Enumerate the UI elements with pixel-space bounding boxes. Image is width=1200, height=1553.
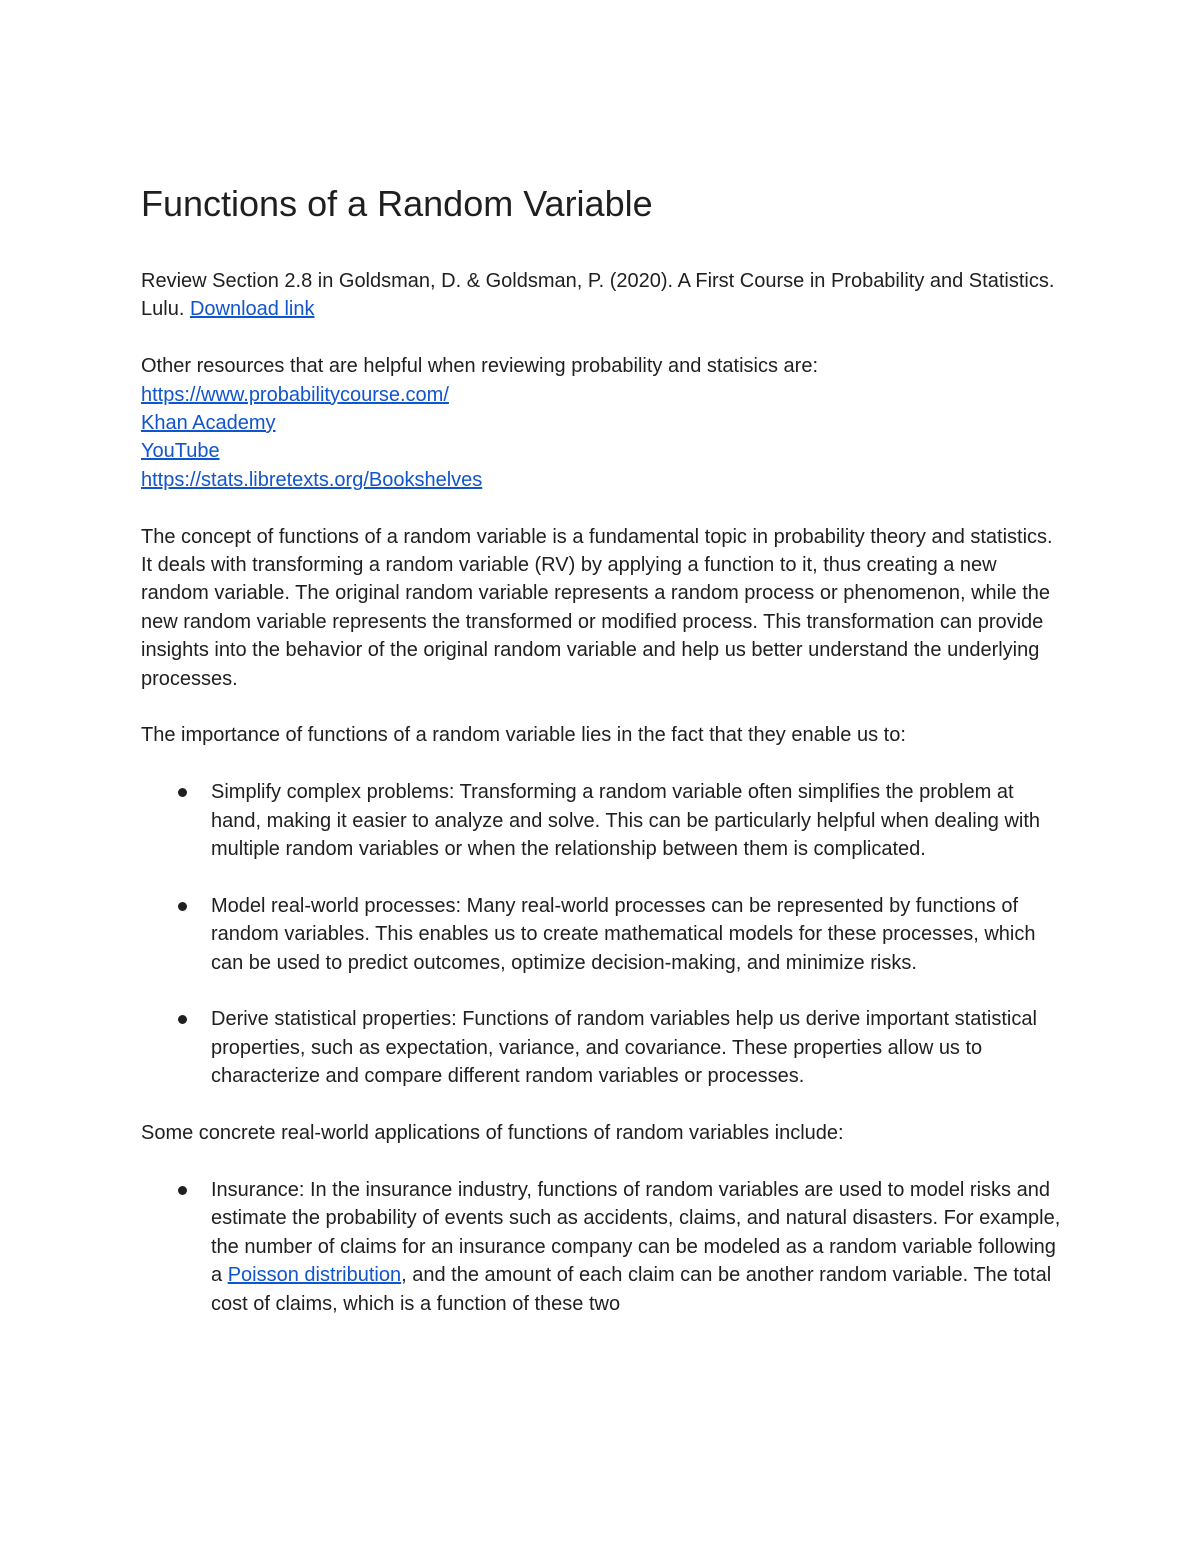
resource-link-khan-academy — [141, 409, 1066, 437]
list-item — [211, 892, 1066, 977]
document-page — [141, 182, 1066, 1318]
resource-link-libretexts — [141, 466, 1066, 494]
applications-list — [141, 1176, 1066, 1318]
review-paragraph — [141, 267, 1066, 324]
review-text: Review Section 2.8 in Goldsman, D. & Goldsman, P. (2020). A First Course in Probability and Statistics. Lulu. — [141, 270, 1055, 321]
probabilitycourse-link[interactable]: https://www.probabilitycourse.com/ — [141, 383, 449, 406]
list-item — [211, 1176, 1066, 1318]
concept-paragraph: The concept of functions of a random variable is a fundamental topic in probability theory and statistics. It deals with transforming a random variable (RV) by applying a function to it, thus creating a new random variable. The original random variable represents a random process or phenomenon, while the new random variable represents the transformed or modified process. This transformation can provide insights into the behavior of the original random variable and help us better understand the underlying processes. — [141, 525, 1053, 690]
applications-intro: Some concrete real-world applications of functions of random variables include: — [141, 1122, 844, 1145]
resources-intro: Other resources that are helpful when reviewing probability and statisics are: — [141, 355, 819, 378]
bullet-icon — [178, 902, 187, 911]
list-item — [211, 1005, 1066, 1090]
download-link[interactable]: Download link — [189, 298, 315, 321]
importance-intro: The importance of functions of a random variable lies in the fact that they enable us to: — [141, 724, 906, 747]
list-item-text: Model real-world processes: Many real-world processes can be represented by functions of random variables. This enables us to create mathematical models for these processes, which can be used to predict outcomes, optimize decision-making, and minimize risks. — [211, 894, 1036, 974]
youtube-link[interactable]: YouTube — [141, 440, 220, 463]
resource-link-probabilitycourse — [141, 381, 1066, 409]
khan-academy-link[interactable]: Khan Academy — [141, 412, 276, 435]
libretexts-link[interactable]: https://stats.libretexts.org/Bookshelves — [141, 468, 483, 491]
list-item-text: Derive statistical properties: Functions of random variables help us derive important statistical properties, such as expectation, variance, and covariance. These properties allow us to characterize and compare different random variables or processes. — [211, 1008, 1037, 1088]
bullet-icon — [178, 1015, 187, 1024]
list-item-text-after: , and the amount of each claim can be another random variable. The total cost of claims, which is a function of these two — [211, 1264, 1052, 1315]
poisson-distribution-link[interactable]: Poisson distribution — [227, 1264, 402, 1287]
list-item — [211, 778, 1066, 863]
bullet-icon — [178, 1186, 187, 1195]
resource-link-youtube — [141, 437, 1066, 465]
importance-list — [141, 778, 1066, 1090]
list-item-text: Simplify complex problems: Transforming a random variable often simplifies the problem at hand, making it easier to analyze and solve. This can be particularly helpful when dealing with multiple random variables or when the relationship between them is complicated. — [211, 781, 1041, 861]
bullet-icon — [178, 788, 187, 797]
list-item-text-before: Insurance: In the insurance industry, functions of random variables are used to model risks and estimate the probability of events such as accidents, claims, and natural disasters. For example, the number of claims for an insurance company can be modeled as a random variable following a — [211, 1178, 1061, 1287]
page-title: Functions of a Random Variable — [141, 183, 653, 224]
